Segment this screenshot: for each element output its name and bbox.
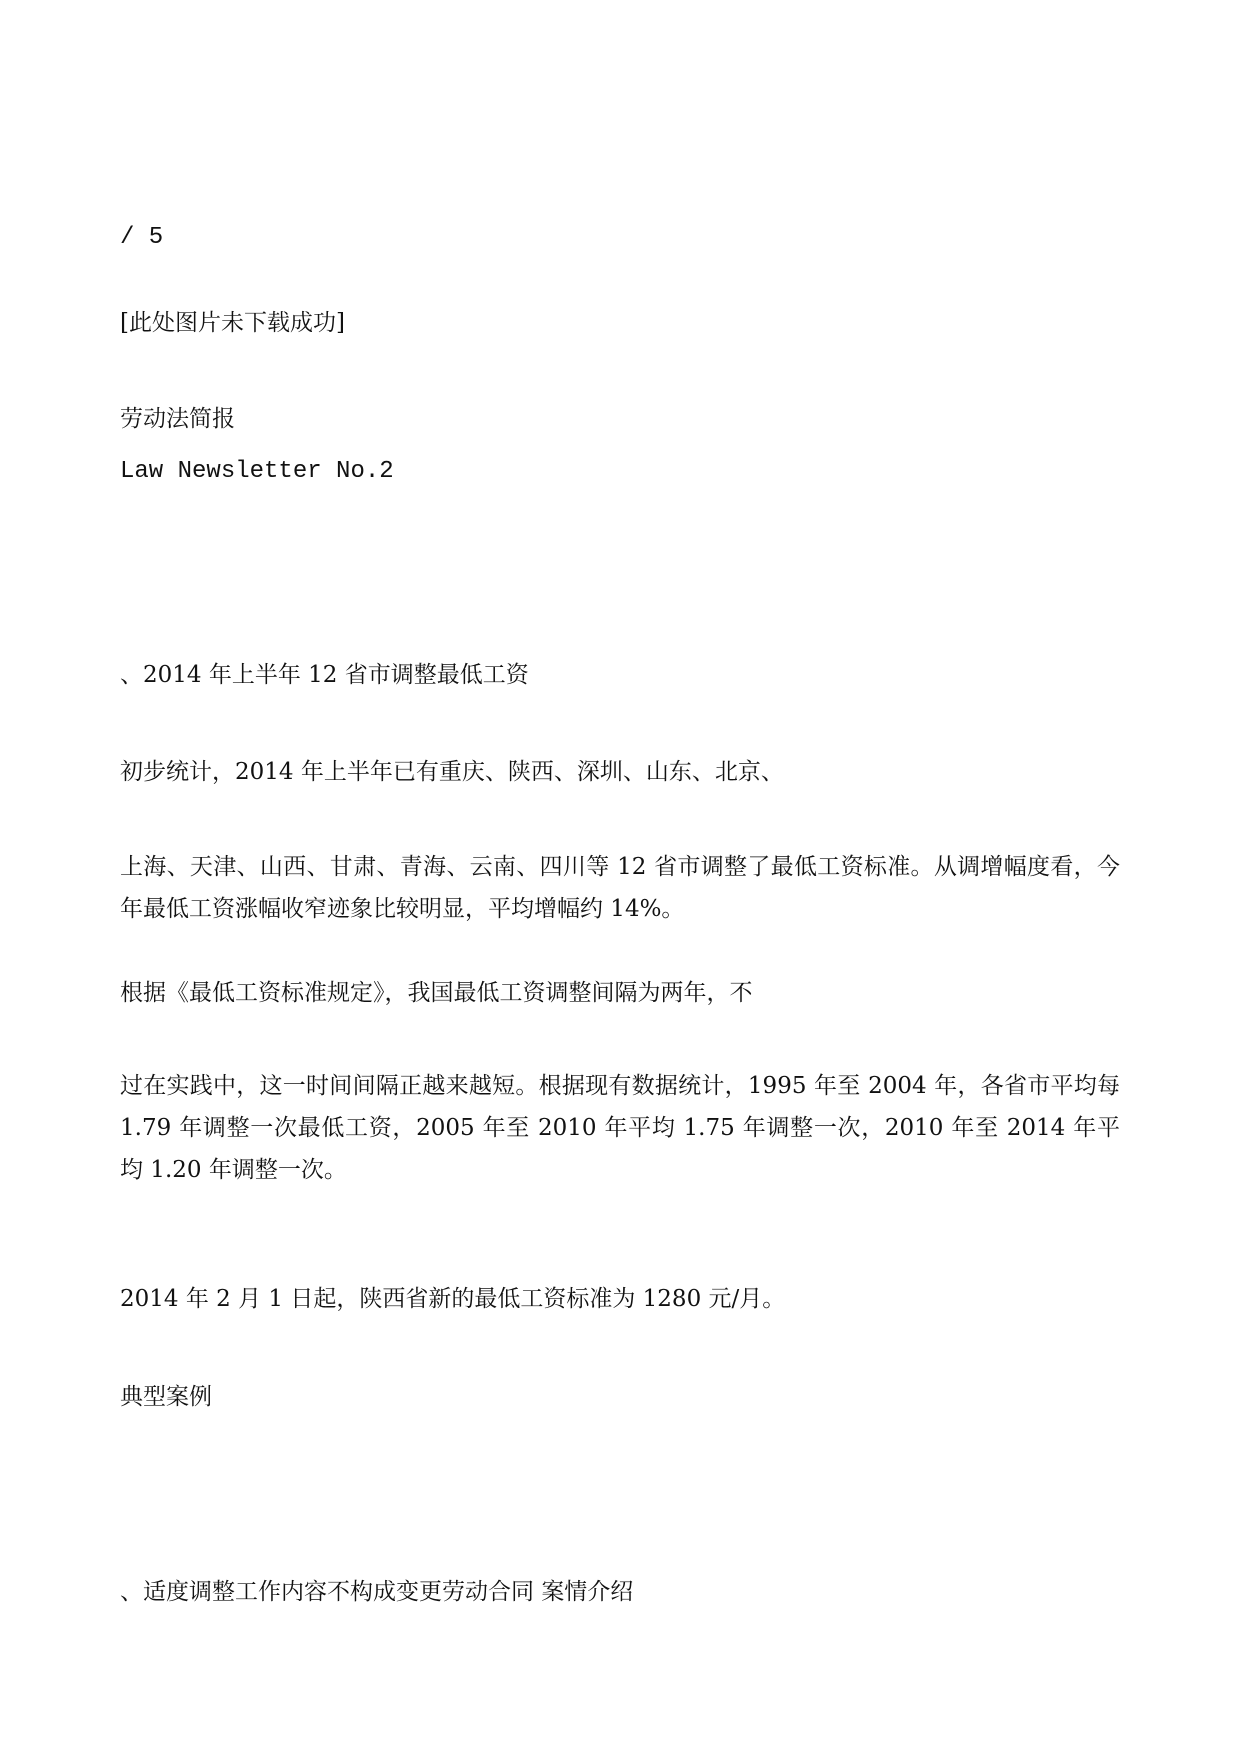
section-heading-typical-cases: 典型案例 <box>120 1384 212 1410</box>
case-subheading: 、适度调整工作内容不构成变更劳动合同 案情介绍 <box>120 1579 634 1605</box>
paragraph-1-first-line: 初步统计，2014 年上半年已有重庆、陕西、深圳、山东、北京、 <box>120 759 784 785</box>
section-heading-minimum-wage: 、2014 年上半年 12 省市调整最低工资 <box>120 662 529 688</box>
paragraph-1-body: 上海、天津、山西、甘肃、青海、云南、四川等 12 省市调整了最低工资标准。从调增幅度看，今年最低工资涨幅收窄迹象比较明显，平均增幅约 14%。 <box>120 854 1120 922</box>
paragraph-2-first-line: 根据《最低工资标准规定》，我国最低工资调整间隔为两年，不 <box>120 980 753 1006</box>
image-placeholder-text: [此处图片未下载成功] <box>120 310 345 336</box>
paragraph-2-body: 过在实践中，这一时间间隔正越来越短。根据现有数据统计，1995 年至 2004 年，各省市平均每 1.79 年调整一次最低工资，2005 年至 2010 年平均 1.75 年调整一次，2010 年至 2014 年平均 1.20 年调整一次。 <box>120 1073 1120 1183</box>
newsletter-title-cn: 劳动法简报 <box>120 406 235 432</box>
newsletter-title-en: Law Newsletter No.2 <box>120 458 394 485</box>
paragraph-3: 2014 年 2 月 1 日起，陕西省新的最低工资标准为 1280 元/月。 <box>120 1286 786 1312</box>
page-number: / 5 <box>120 224 164 251</box>
